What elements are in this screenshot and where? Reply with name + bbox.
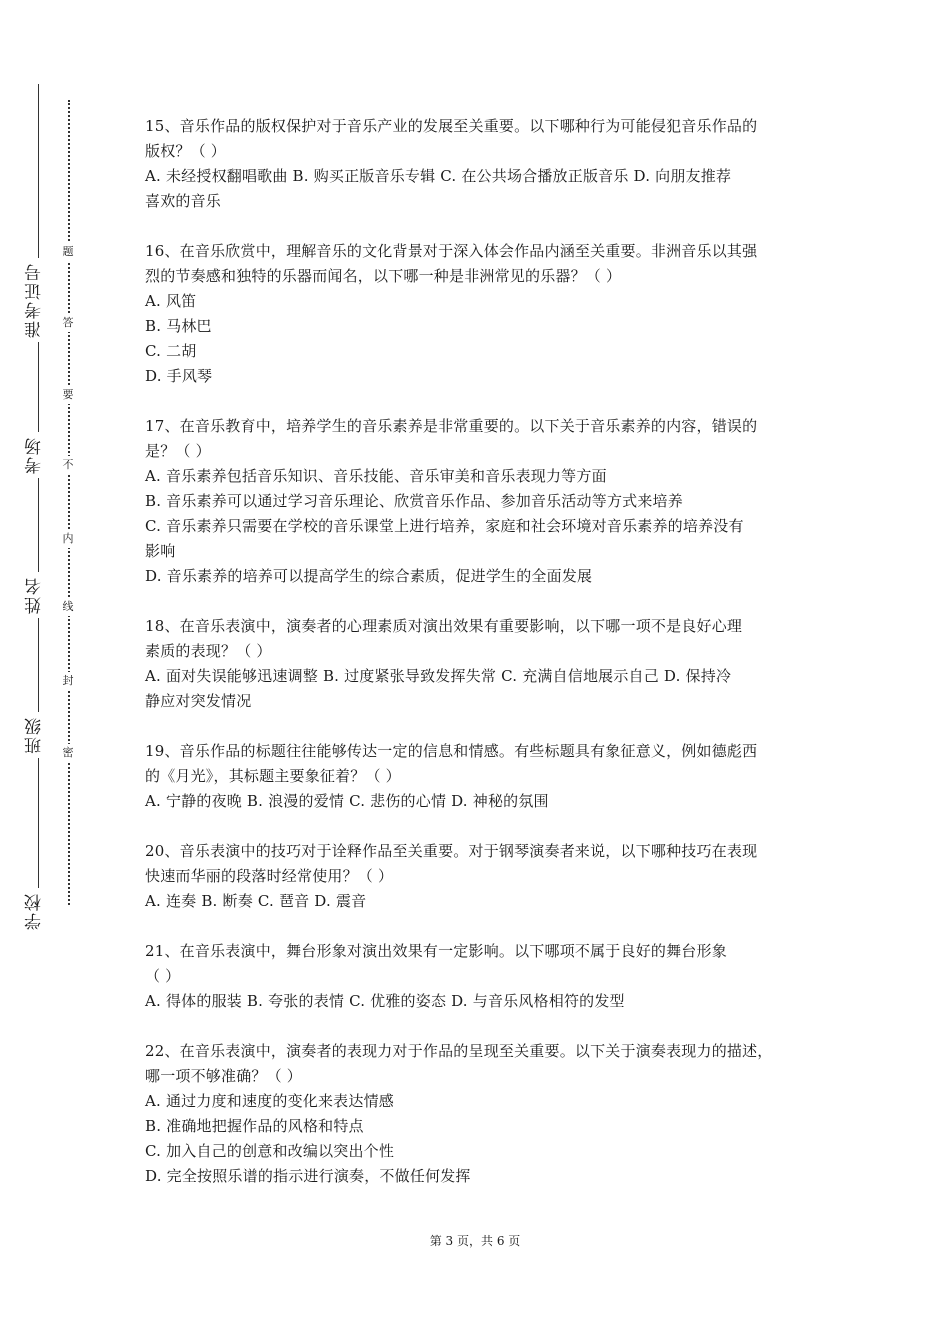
option-c: C. 加入自己的创意和改编以突出个性	[145, 1142, 395, 1160]
question-options: A. 宁静的夜晚 B. 浪漫的爱情 C. 悲伤的心情 D. 神秘的氛围	[145, 792, 549, 810]
field-exam-room: 考场	[22, 432, 52, 478]
question-line: 哪一项不够准确？（ ）	[145, 1067, 302, 1085]
question-21	[145, 939, 815, 1014]
question-line: 18、在音乐表演中，演奏者的心理素质对演出效果有重要影响，以下哪一项不是良好心理	[145, 617, 743, 635]
seal-char: 题	[59, 243, 77, 261]
option-c: C. 二胡	[145, 342, 197, 360]
question-16	[145, 239, 815, 389]
question-20	[145, 839, 815, 914]
seal-char: 内	[59, 530, 77, 548]
option-d: D. 完全按照乐谱的指示进行演奏，不做任何发挥	[145, 1167, 471, 1185]
question-15	[145, 114, 815, 214]
question-line: 是？（ ）	[145, 442, 211, 460]
seal-char: 封	[59, 672, 77, 690]
question-line: 19、音乐作品的标题往往能够传达一定的信息和情感。有些标题具有象征意义，例如德彪西	[145, 742, 758, 760]
option-c: C. 音乐素养只需要在学校的音乐课堂上进行培养，家庭和社会环境对音乐素养的培养没有	[145, 517, 744, 535]
field-school: 学校	[22, 888, 52, 934]
option-b: B. 准确地把握作品的风格和特点	[145, 1117, 364, 1135]
seal-char: 密	[59, 744, 77, 762]
question-18	[145, 614, 815, 714]
option-a: A. 风笛	[145, 292, 197, 310]
page-number: 第 3 页，共 6 页	[429, 1234, 521, 1248]
seal-char: 要	[59, 386, 77, 404]
question-line: 16、在音乐欣赏中，理解音乐的文化背景对于深入体会作品内涵至关重要。非洲音乐以其强	[145, 242, 758, 260]
question-options: 喜欢的音乐	[145, 192, 222, 210]
option-c-continued: 影响	[145, 542, 176, 560]
question-line: 21、在音乐表演中，舞台形象对演出效果有一定影响。以下哪项不属于良好的舞台形象	[145, 942, 727, 960]
question-list	[145, 114, 815, 1189]
binding-dotted-line	[68, 100, 70, 905]
option-a: A. 音乐素养包括音乐知识、音乐技能、音乐审美和音乐表现力等方面	[145, 467, 607, 485]
question-line: 15、音乐作品的版权保护对于音乐产业的发展至关重要。以下哪种行为可能侵犯音乐作品的	[145, 117, 758, 135]
option-a: A. 通过力度和速度的变化来表达情感	[145, 1092, 394, 1110]
question-line: （ ）	[145, 967, 181, 985]
seal-char: 答	[59, 314, 77, 332]
question-options: A. 得体的服装 B. 夸张的表情 C. 优雅的姿态 D. 与音乐风格相符的发型	[145, 992, 625, 1010]
question-line: 素质的表现？（ ）	[145, 642, 272, 660]
option-b: B. 马林巴	[145, 317, 212, 335]
question-options: A. 未经授权翻唱歌曲 B. 购买正版音乐专辑 C. 在公共场合播放正版音乐 D. 向朋友推荐	[145, 167, 732, 185]
seal-char: 线	[59, 598, 77, 616]
binding-solid-line	[38, 84, 39, 904]
question-options: A. 面对失误能够迅速调整 B. 过度紧张导致发挥失常 C. 充满自信地展示自己 D. 保持冷	[145, 667, 732, 685]
option-b: B. 音乐素养可以通过学习音乐理论、欣赏音乐作品、参加音乐活动等方式来培养	[145, 492, 683, 510]
question-line: 20、音乐表演中的技巧对于诠释作品至关重要。对于钢琴演奏者来说，以下哪种技巧在表现	[145, 842, 758, 860]
question-line: 的《月光》，其标题主要象征着？（ ）	[145, 767, 401, 785]
question-line: 烈的节奏感和独特的乐器而闻名，以下哪一种是非洲常见的乐器？（ ）	[145, 267, 622, 285]
question-line: 17、在音乐教育中，培养学生的音乐素养是非常重要的。以下关于音乐素养的内容，错误的	[145, 417, 758, 435]
option-d: D. 音乐素养的培养可以提高学生的综合素质，促进学生的全面发展	[145, 567, 593, 585]
field-class: 班级	[22, 712, 52, 758]
question-line: 22、在音乐表演中，演奏者的表现力对于作品的呈现至关重要。以下关于演奏表现力的描述，	[145, 1042, 773, 1060]
question-17	[145, 414, 815, 589]
option-d: D. 手风琴	[145, 367, 213, 385]
binding-margin	[0, 0, 110, 1344]
question-line: 版权？（ ）	[145, 142, 226, 160]
seal-char: 不	[59, 456, 77, 474]
field-name: 姓名	[22, 572, 52, 618]
field-exam-id: 准考证号	[22, 258, 52, 342]
question-19	[145, 739, 815, 814]
question-line: 快速而华丽的段落时经常使用？（ ）	[145, 867, 394, 885]
question-options: 静应对突发情况	[145, 692, 252, 710]
question-options: A. 连奏 B. 断奏 C. 琶音 D. 震音	[145, 892, 367, 910]
question-22	[145, 1039, 815, 1189]
